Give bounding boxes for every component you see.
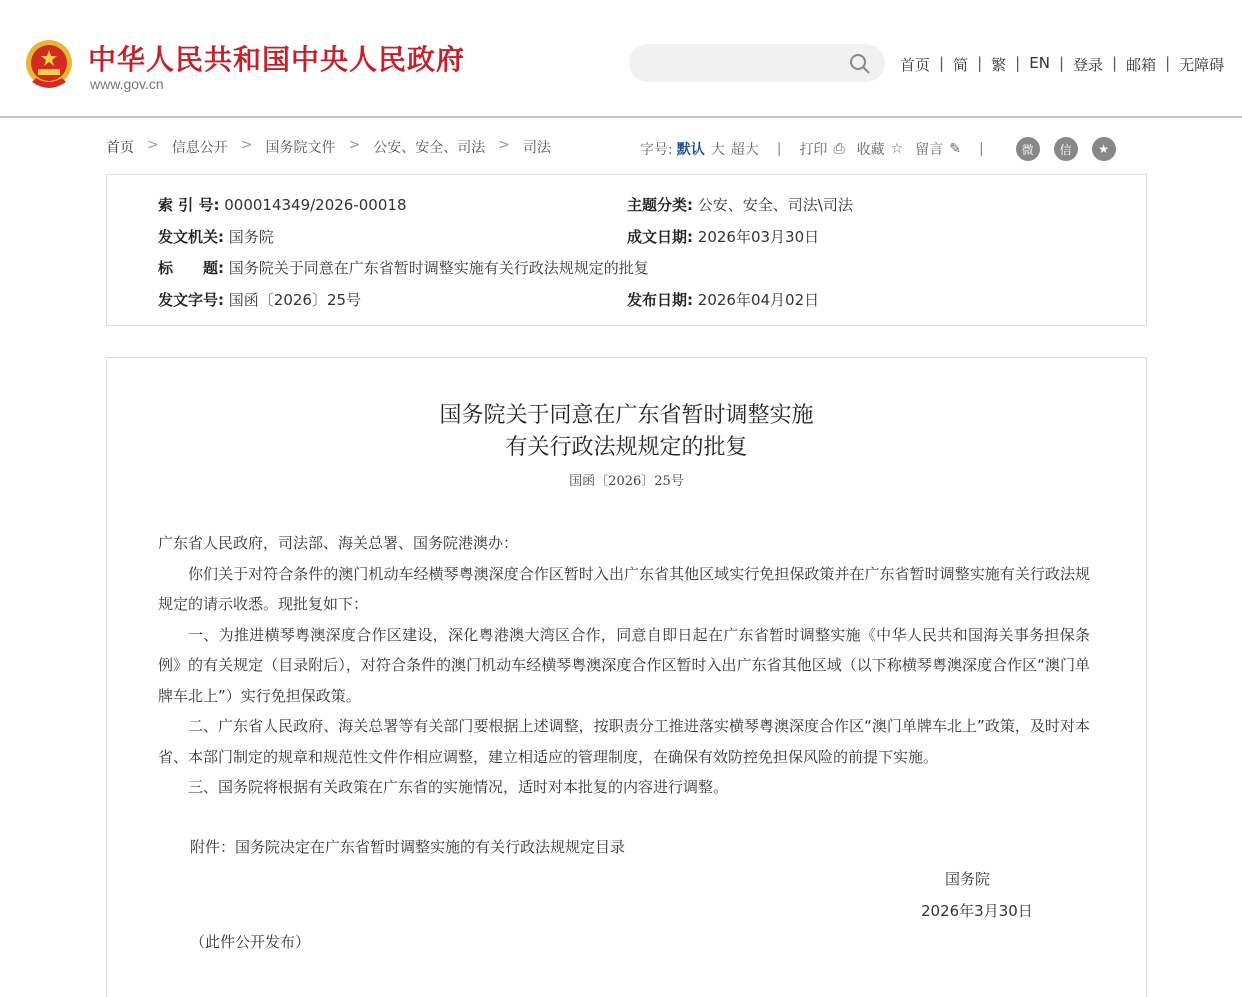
pencil-icon[interactable]: ✎	[949, 141, 961, 157]
site-url: www.gov.cn	[90, 76, 164, 92]
written-date-value: 2026年03月30日	[697, 228, 820, 246]
breadcrumb-item[interactable]: 司法	[522, 140, 551, 156]
document-title	[107, 400, 1146, 464]
favorite-button[interactable]: 收藏	[856, 142, 885, 158]
signer: 国务院	[945, 870, 991, 888]
index-value: 000014349/2026-00018	[224, 196, 407, 214]
doc-number-value: 国函〔2026〕25号	[228, 291, 362, 309]
print-icon[interactable]: ⎙	[833, 141, 845, 157]
print-button[interactable]: 打印	[799, 142, 828, 158]
index-label: 索 引 号:	[158, 196, 220, 214]
paragraph: 一、为推进横琴粤澳深度合作区建设，深化粤港澳大湾区合作，同意自即日起在广东省暂时调整实施《中华人民共和国海关事务担保条例》的有关规定（目录附后），对符合条件的澳门机动车经横琴粤澳深度合作区暂时入出广东省其他区域（以下称横琴粤澳深度合作区“澳门单牌车北上”）实行免担保政策。	[158, 625, 1090, 705]
font-default-button[interactable]: 默认	[676, 142, 705, 158]
issuer-value: 国务院	[228, 228, 274, 246]
star-icon[interactable]: ☆	[890, 141, 904, 157]
topic-value: 公安、安全、司法\司法	[697, 196, 853, 214]
breadcrumb: 首页 > 信息公开 > 国务院文件 > 公安、安全、司法 > 司法	[106, 137, 551, 156]
nav-traditional[interactable]: 繁	[991, 56, 1007, 74]
title-label: 标 题:	[158, 259, 224, 277]
weibo-icon[interactable]: 微	[1016, 137, 1040, 161]
nav-simplified[interactable]: 简	[953, 56, 969, 74]
title-value: 国务院关于同意在广东省暂时调整实施有关行政法规规定的批复	[228, 259, 649, 277]
sign-date: 2026年3月30日	[921, 902, 1033, 920]
nav-login[interactable]: 登录	[1073, 56, 1104, 74]
nav-english[interactable]: EN	[1029, 54, 1050, 72]
nav-accessibility[interactable]: 无障碍	[1179, 56, 1225, 74]
publish-date-value: 2026年04月02日	[697, 291, 820, 309]
document-info-box	[106, 174, 1147, 326]
font-xlarge-button[interactable]: 超大	[730, 142, 759, 158]
document-number: 国函〔2026〕25号	[569, 474, 684, 489]
comment-button[interactable]: 留言	[915, 142, 944, 158]
search-icon[interactable]	[849, 53, 871, 75]
paragraph: 你们关于对符合条件的澳门机动车经横琴粤澳深度合作区暂时入出广东省其他区域实行免担保政策并在广东省暂时调整实施有关行政法规规定的请示收悉。现批复如下：	[158, 564, 1090, 613]
paragraph: 三、国务院将根据有关政策在广东省的实施情况，适时对本批复的内容进行调整。	[188, 778, 729, 796]
search-input[interactable]	[629, 44, 885, 82]
document-text	[158, 528, 1090, 803]
wechat-icon[interactable]: 信	[1054, 137, 1078, 161]
topic-label: 主题分类:	[627, 196, 693, 214]
attachment-link[interactable]: 附件：国务院决定在广东省暂时调整实施的有关行政法规规定目录	[190, 838, 626, 856]
paragraph: 二、广东省人民政府、海关总署等有关部门要根据上述调整，按职责分工推进落实横琴粤澳深度合作区“澳门单牌车北上”政策，及时对本省、本部门制定的规章和规范性文件作相应调整，建立相适应的管理制度，在确保有效防控免担保风险的前提下实施。	[158, 717, 1090, 766]
publish-date-label: 发布日期:	[627, 291, 693, 309]
font-large-button[interactable]: 大	[710, 142, 725, 158]
site-title[interactable]: 中华人民共和国中央人民政府	[88, 43, 466, 76]
breadcrumb-item[interactable]: 信息公开	[171, 140, 228, 156]
breadcrumb-item[interactable]: 公安、安全、司法	[373, 140, 486, 156]
breadcrumb-item[interactable]: 国务院文件	[265, 140, 336, 156]
font-size-label: 字号:	[640, 142, 673, 158]
title-line: 国务院关于同意在广东省暂时调整实施	[439, 403, 814, 428]
title-line: 有关行政法规规定的批复	[505, 435, 748, 460]
written-date-label: 成文日期:	[627, 228, 693, 246]
nav-mail[interactable]: 邮箱	[1126, 56, 1157, 74]
doc-number-label: 发文字号:	[158, 291, 224, 309]
article-toolbar: 字号: 默认 大 超大 | 打印 ⎙ 收藏 ☆ 留言 ✎ | 微 信 ★	[640, 137, 1116, 161]
favorite-star-icon[interactable]: ★	[1092, 137, 1116, 161]
national-emblem-logo[interactable]	[24, 38, 74, 92]
publication-note: （此件公开发布）	[190, 933, 311, 951]
document-body	[106, 357, 1147, 997]
top-nav: 首页 | 简 | 繁 | EN | 登录 | 邮箱 | 无障碍	[900, 54, 1225, 74]
addressee: 广东省人民政府，司法部、海关总署、国务院港澳办：	[158, 534, 519, 552]
nav-home[interactable]: 首页	[900, 56, 931, 74]
issuer-label: 发文机关:	[158, 228, 224, 246]
breadcrumb-item[interactable]: 首页	[106, 140, 134, 156]
site-header	[0, 0, 1242, 118]
